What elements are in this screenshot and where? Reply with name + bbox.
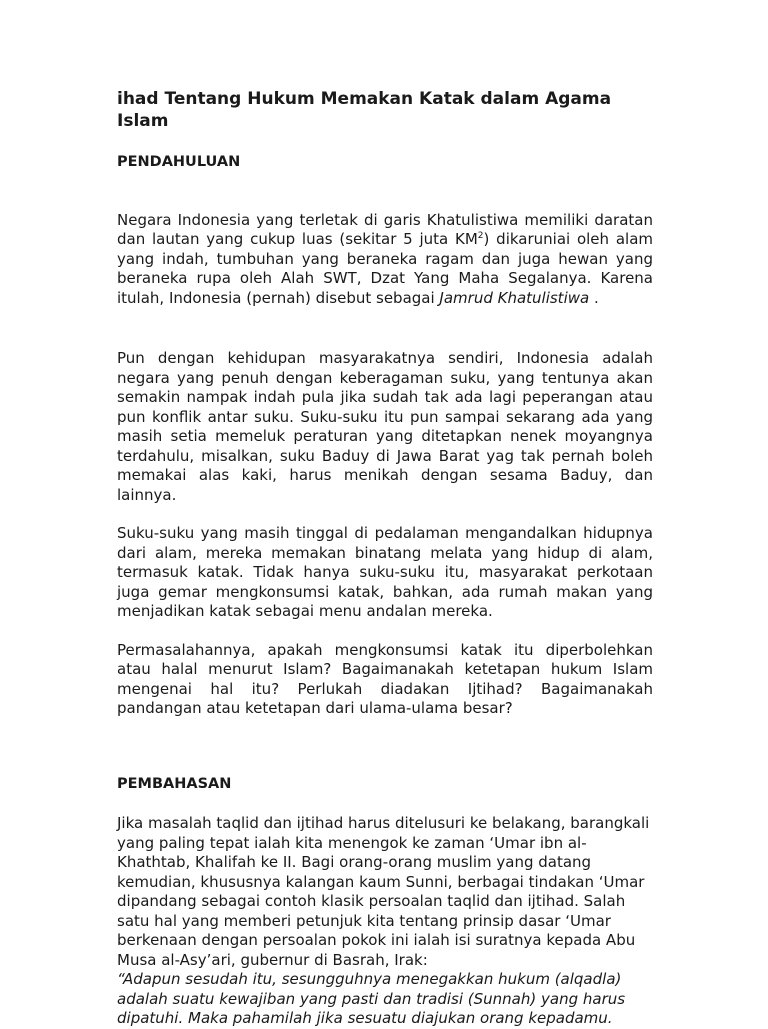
paragraph-intro-text-continued: ) dikaruniai oleh alam yang indah, tumbuhan yang beraneka ragam dan juga hewan yang beraneka rupa oleh Alah SWT, Dzat Yang Maha Segalanya. Karena itulah, Indonesia (pernah) disebut sebagai (117, 230, 653, 307)
section-heading-pembahasan: PEMBAHASAN (117, 775, 232, 792)
quote-umar-letter: “Adapun sesudah itu, sesungguhnya menegakkan hukum (alqadla) adalah suatu kewajiban yang pasti dan tradisi (Sunnah) yang harus dipatuhi. Maka pahamilah jika sesuatu diajukan orang kepadamu. (117, 970, 626, 1027)
document-page (117, 88, 653, 1029)
paragraph-problem: Permasalahannya, apakah mengkonsumsi katak itu diperbolehkan atau halal menurut Islam? Bagaimanakah ketetapan hukum Islam mengenai hal itu? Perlukah diadakan Ijtihad? Bagaimanakah pandangan atau ketetapan dari ulama-ulama besar? (117, 640, 653, 717)
section-heading-pendahuluan: PENDAHULUAN (117, 154, 241, 170)
paragraph-tribes: Suku-suku yang masih tinggal di pedalaman mengandalkan hidupnya dari alam, mereka memakan binatang melata yang hidup di alam, termasuk katak. Tidak hanya suku-suku itu, masyarakat perkotaan juga gemar mengkonsumsi katak, bahkan, ada rumah makan yang menjadikan katak sebagai menu andalan mereka. (117, 524, 653, 620)
paragraph-intro-text: Negara Indonesia yang terletak di garis Khatulistiwa memiliki daratan dan lautan yang cukup luas (sekitar 5 juta KM (117, 210, 653, 248)
document-title: ihad Tentang Hukum Memakan Katak dalam Agama Islam (117, 89, 612, 131)
paragraph-intro (117, 211, 653, 309)
superscript-two: 2 (477, 231, 484, 241)
paragraph-society: Pun dengan kehidupan masyarakatnya sendiri, Indonesia adalah negara yang penuh dengan keberagaman suku, yang tentunya akan semakin nampak indah pula jika sudah tak ada lagi peperangan atau pun konflik antar suku. Suku-suku itu pun sampai sekarang ada yang masih setia memeluk peraturan yang ditetapkan nenek moyangnya terdahulu, misalkan, suku Baduy di Jawa Barat yag tak pernah boleh memakai alas kaki, harus menikah dengan sesama Baduy, dan lainnya. (117, 349, 653, 504)
jamrud-khatulistiwa-term: Jamrud Khatulistiwa (439, 288, 590, 307)
paragraph-intro-end: . (589, 288, 599, 307)
paragraph-discussion: Jika masalah taqlid dan ijtihad harus ditelusuri ke belakang, barangkali yang paling tepat ialah kita menengok ke zaman ‘Umar ibn al-Khathtab, Khalifah ke II. Bagi orang-orang muslim yang datang kemudian, khususnya kalangan kaum Sunni, berbagai tindakan ‘Umar dipandang sebagai contoh klasik persoalan taqlid dan ijtihad. Salah satu hal yang memberi petunjuk kita tentang prinsip dasar ‘Umar berkenaan dengan persoalan pokok ini ialah isi suratnya kepada Abu Musa al-Asy’ari, gubernur di Basrah, Irak: (117, 814, 650, 969)
